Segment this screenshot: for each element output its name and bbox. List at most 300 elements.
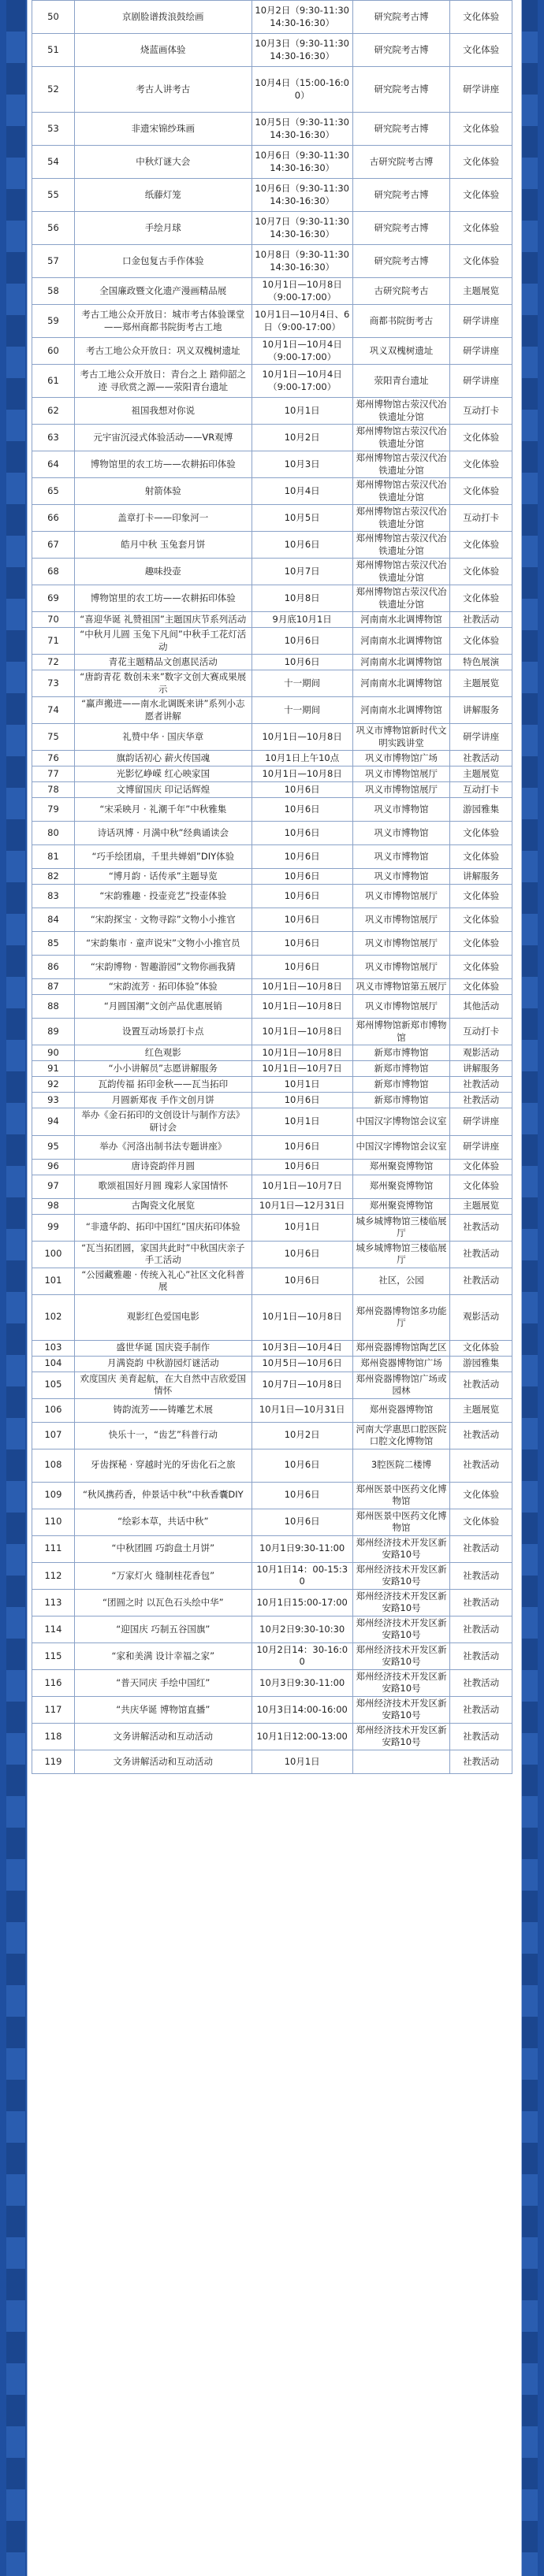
activity-venue: 河南南水北调博物馆	[352, 612, 450, 628]
activity-type: 讲解服务	[450, 697, 512, 724]
activity-type: 讲解服务	[450, 869, 512, 885]
activity-venue: 郑州博物馆古荥汉代冶铁遗址分馆	[352, 585, 450, 612]
table-row	[32, 979, 512, 995]
activity-time: 10月2日9:30-10:30	[252, 1616, 352, 1642]
activity-name: 祖国我想对你说	[74, 398, 252, 425]
activity-name: 皓月中秋 玉兔套月饼	[74, 532, 252, 559]
activity-venue: 巩义市博物馆展厅	[352, 782, 450, 798]
table-row	[32, 697, 512, 724]
row-number: 116	[32, 1669, 75, 1696]
activity-type: 文化体验	[450, 1, 512, 34]
activity-time: 10月3日	[252, 451, 352, 478]
activity-venue: 巩义双槐树遗址	[352, 338, 450, 365]
activity-name: 快乐十一，“齿艺”科普行动	[74, 1422, 252, 1449]
activity-time: 10月7日	[252, 559, 352, 585]
row-number: 55	[32, 179, 75, 212]
activity-time: 10月1日12:00-13:00	[252, 1723, 352, 1750]
activity-venue: 郑州博物馆古荥汉代冶铁遗址分馆	[352, 559, 450, 585]
table-row	[32, 1356, 512, 1372]
activity-name: 铸韵流芳——铸雕艺术展	[74, 1398, 252, 1422]
activity-type: 文化体验	[450, 245, 512, 278]
row-number: 105	[32, 1372, 75, 1398]
activity-name: 烧蓝画体验	[74, 34, 252, 67]
activity-name: 考古人讲考古	[74, 67, 252, 113]
activity-type: 研学讲座	[450, 305, 512, 338]
table-row	[32, 365, 512, 398]
activity-type: 社教活动	[450, 612, 512, 628]
table-row	[32, 1093, 512, 1108]
activity-name: 手绘月球	[74, 212, 252, 245]
activity-venue: 研究院考古博	[352, 245, 450, 278]
activity-name: 博物馆里的农工坊——农耕拓印体验	[74, 451, 252, 478]
table-row	[32, 1241, 512, 1268]
activity-type: 文化体验	[450, 1509, 512, 1535]
activity-type: 文化体验	[450, 478, 512, 505]
activity-type: 社教活动	[450, 1669, 512, 1696]
activity-venue: 郑州博物馆古荥汉代冶铁遗址分馆	[352, 478, 450, 505]
row-number: 95	[32, 1135, 75, 1159]
activity-type: 社教活动	[450, 1093, 512, 1108]
activity-venue: 巩义市博物馆展厅	[352, 995, 450, 1019]
activity-type: 文化体验	[450, 1340, 512, 1356]
activity-venue: 郑州博物馆新郑市博物馆	[352, 1019, 450, 1045]
activity-type: 文化体验	[450, 146, 512, 179]
activity-time: 10月1日—10月4日（9:00-17:00）	[252, 365, 352, 398]
table-row	[32, 179, 512, 212]
activity-type: 文化体验	[450, 1175, 512, 1198]
activity-time: 10月1日	[252, 1108, 352, 1135]
row-number: 61	[32, 365, 75, 398]
row-number: 92	[32, 1077, 75, 1093]
row-number: 70	[32, 612, 75, 628]
activity-time: 十一期间	[252, 670, 352, 697]
activity-venue: 河南南水北调博物馆	[352, 628, 450, 655]
activity-name: “团圆之时 以瓦色石头绘中华”	[74, 1589, 252, 1616]
activity-type: 游园雅集	[450, 1356, 512, 1372]
row-number: 112	[32, 1562, 75, 1589]
activity-type: 社教活动	[450, 751, 512, 766]
activity-venue: 研究院考古博	[352, 67, 450, 113]
row-number: 50	[32, 1, 75, 34]
activity-time: 10月6日	[252, 1482, 352, 1509]
activity-type: 互动打卡	[450, 782, 512, 798]
activity-type: 文化体验	[450, 1159, 512, 1175]
row-number: 107	[32, 1422, 75, 1449]
table-row	[32, 908, 512, 932]
activity-time: 10月1日—10月8日	[252, 1019, 352, 1045]
activity-venue: 郑州经济技术开发区新安路10号	[352, 1535, 450, 1562]
activity-time: 10月6日	[252, 1241, 352, 1268]
activity-venue: 巩义市博物馆	[352, 869, 450, 885]
activity-type: 社教活动	[450, 1723, 512, 1750]
activity-time: 10月6日	[252, 532, 352, 559]
table-row	[32, 628, 512, 655]
activity-name: 举办《河洛出制书法专题讲座》	[74, 1135, 252, 1159]
activity-venue: 郑州经济技术开发区新安路10号	[352, 1642, 450, 1669]
activity-name: 京剧脸谱拨浪鼓绘画	[74, 1, 252, 34]
activity-type: 文化体验	[450, 113, 512, 146]
activity-name: 诗话巩博 · 月满中秋”经典诵读会	[74, 822, 252, 845]
table-row	[32, 278, 512, 305]
row-number: 115	[32, 1642, 75, 1669]
activity-time: 10月6日	[252, 908, 352, 932]
activity-time: 10月3日9:30-11:00	[252, 1669, 352, 1696]
activity-name: “喜迎华诞 礼赞祖国”主题国庆节系列活动	[74, 612, 252, 628]
activity-name: 欢度国庆 美育起航，在大自然中吉欣爱国情怀	[74, 1372, 252, 1398]
activity-time: 10月2日14：30-16:00	[252, 1642, 352, 1669]
activity-venue: 社区，公园	[352, 1268, 450, 1294]
activity-venue: 郑州瓷器博物馆陶艺区	[352, 1340, 450, 1356]
table-row	[32, 1108, 512, 1135]
activity-venue: 巩义市博物馆展厅	[352, 766, 450, 782]
table-row	[32, 245, 512, 278]
activity-type: 文化体验	[450, 845, 512, 869]
activity-name: 考古工地公众开放日：巩义双槐树遗址	[74, 338, 252, 365]
row-number: 109	[32, 1482, 75, 1509]
row-number: 68	[32, 559, 75, 585]
activity-time: 10月5日—10月6日	[252, 1356, 352, 1372]
activity-name: “唐韵青花 数创未来”数字文创大赛成果展示	[74, 670, 252, 697]
row-number: 51	[32, 34, 75, 67]
table-row	[32, 1509, 512, 1535]
activity-name: 口金包复古手作体验	[74, 245, 252, 278]
table-row	[32, 146, 512, 179]
row-number: 118	[32, 1723, 75, 1750]
activity-type: 研学讲座	[450, 338, 512, 365]
activity-venue: 郑州博物馆古荥汉代冶铁遗址分馆	[352, 451, 450, 478]
table-row	[32, 1398, 512, 1422]
activity-type: 社教活动	[450, 1214, 512, 1241]
activity-venue: 郑州瓷器博物馆	[352, 1398, 450, 1422]
activity-venue: 郑州聚瓷博物馆	[352, 1159, 450, 1175]
activity-type: 文化体验	[450, 559, 512, 585]
activity-name: “绘彩本草，共话中秋”	[74, 1509, 252, 1535]
activity-time: 10月1日—10月8日	[252, 766, 352, 782]
activity-name: 月满瓷韵 中秋游园灯谜活动	[74, 1356, 252, 1372]
activity-time: 10月6日（9:30-11:30 14:30-16:30）	[252, 146, 352, 179]
table-row	[32, 798, 512, 822]
activity-type: 研学讲座	[450, 724, 512, 751]
activity-time: 10月6日（9:30-11:30 14:30-16:30）	[252, 179, 352, 212]
row-number: 113	[32, 1589, 75, 1616]
activity-venue: 郑州聚瓷博物馆	[352, 1198, 450, 1214]
row-number: 53	[32, 113, 75, 146]
activity-venue: 研究院考古博	[352, 179, 450, 212]
activity-name: “博月韵 · 话传承”主题导览	[74, 869, 252, 885]
row-number: 85	[32, 932, 75, 956]
activity-venue: 河南南水北调博物馆	[352, 697, 450, 724]
activity-name: 瓦韵传福 拓印金秋——瓦当拓印	[74, 1077, 252, 1093]
activity-name: 射箭体验	[74, 478, 252, 505]
activity-name: 全国廉政暨文化遗产漫画精品展	[74, 278, 252, 305]
activity-name: 非遗宋锦纱珠画	[74, 113, 252, 146]
activity-time: 10月1日	[252, 398, 352, 425]
table-row	[32, 1696, 512, 1723]
table-row	[32, 1669, 512, 1696]
row-number: 67	[32, 532, 75, 559]
activity-type: 主题展览	[450, 1198, 512, 1214]
activity-name: “小小讲解员”志愿讲解服务	[74, 1061, 252, 1077]
table-row	[32, 532, 512, 559]
activity-venue: 郑州瓷器博物馆多功能厅	[352, 1294, 450, 1340]
activity-name: “月圆国潮”文创产品优惠展销	[74, 995, 252, 1019]
activity-venue: 郑州经济技术开发区新安路10号	[352, 1669, 450, 1696]
activity-venue: 3腔医院二楼博	[352, 1449, 450, 1482]
activity-venue: 研究院考古博	[352, 113, 450, 146]
activity-time: 10月3日14:00-16:00	[252, 1696, 352, 1723]
activity-type: 文化体验	[450, 585, 512, 612]
activity-time: 10月8日	[252, 585, 352, 612]
activity-name: “宋采映月 · 礼潮千年”中秋雅集	[74, 798, 252, 822]
row-number: 119	[32, 1750, 75, 1773]
activity-name: 纸藤灯笼	[74, 179, 252, 212]
activity-time: 10月5日（9:30-11:30 14:30-16:30）	[252, 113, 352, 146]
row-number: 117	[32, 1696, 75, 1723]
activity-time: 10月1日—10月8日	[252, 995, 352, 1019]
activity-type: 研学讲座	[450, 67, 512, 113]
activity-venue: 郑州医景中医药文化博物馆	[352, 1482, 450, 1509]
activity-venue: 巩义市博物馆	[352, 822, 450, 845]
schedule-table-body	[32, 1, 512, 1774]
activity-venue: 新郑市博物馆	[352, 1093, 450, 1108]
activity-type: 主题展览	[450, 670, 512, 697]
activity-type: 社教活动	[450, 1750, 512, 1773]
activity-name: 趣味投壶	[74, 559, 252, 585]
row-number: 87	[32, 979, 75, 995]
activity-time: 9月底10月1日	[252, 612, 352, 628]
table-row	[32, 612, 512, 628]
table-row	[32, 1019, 512, 1045]
activity-type: 文化体验	[450, 885, 512, 908]
activity-venue: 城乡城博物馆三楼临展厅	[352, 1241, 450, 1268]
activity-name: “迎国庆 巧制五谷国旗”	[74, 1616, 252, 1642]
activity-name: “普天同庆 手绘中国红”	[74, 1669, 252, 1696]
activity-time: 10月8日（9:30-11:30 14:30-16:30）	[252, 245, 352, 278]
activity-venue: 研究院考古博	[352, 34, 450, 67]
table-row	[32, 1294, 512, 1340]
activity-venue: 河南南水北调博物馆	[352, 655, 450, 670]
table-row	[32, 1268, 512, 1294]
activity-venue: 郑州瓷器博物馆广场	[352, 1356, 450, 1372]
row-number: 59	[32, 305, 75, 338]
row-number: 102	[32, 1294, 75, 1340]
activity-type: 社教活动	[450, 1535, 512, 1562]
activity-type: 文化体验	[450, 628, 512, 655]
activity-venue: 郑州经济技术开发区新安路10号	[352, 1696, 450, 1723]
activity-venue: 巩义市博物馆	[352, 845, 450, 869]
activity-type: 研学讲座	[450, 365, 512, 398]
row-number: 66	[32, 505, 75, 532]
activity-type: 文化体验	[450, 425, 512, 451]
row-number: 73	[32, 670, 75, 697]
activity-time: 10月6日	[252, 956, 352, 979]
activity-name: 举办《金石拓印的文创设计与制作方法》研讨会	[74, 1108, 252, 1135]
table-row	[32, 1750, 512, 1773]
activity-venue: 巩义市博物馆新时代文明实践讲堂	[352, 724, 450, 751]
activity-time: 10月6日	[252, 1159, 352, 1175]
activity-time: 10月6日	[252, 1509, 352, 1535]
row-number: 86	[32, 956, 75, 979]
activity-name: “巧手绘团扇，千里共婵娟”DIY体验	[74, 845, 252, 869]
activity-name: 红色观影	[74, 1045, 252, 1061]
table-row	[32, 451, 512, 478]
activity-type: 社教活动	[450, 1422, 512, 1449]
activity-type: 观影活动	[450, 1045, 512, 1061]
activity-time: 10月6日	[252, 932, 352, 956]
table-row	[32, 585, 512, 612]
activity-name: “万家灯火 缝制桂花香包”	[74, 1562, 252, 1589]
activity-type: 文化体验	[450, 34, 512, 67]
activity-name: 光影忆峥嵘 红心映家国	[74, 766, 252, 782]
activity-time: 10月1日—10月8日	[252, 1045, 352, 1061]
activity-time: 10月1日	[252, 1077, 352, 1093]
activity-type: 社教活动	[450, 1077, 512, 1093]
table-row	[32, 425, 512, 451]
activity-time: 10月3日（9:30-11:30 14:30-16:30）	[252, 34, 352, 67]
table-row	[32, 1535, 512, 1562]
activity-venue: 研究院考古博	[352, 1, 450, 34]
table-row	[32, 1340, 512, 1356]
activity-time: 10月3日—10月4日	[252, 1340, 352, 1356]
activity-venue: 郑州瓷器博物馆广场或园林	[352, 1372, 450, 1398]
activity-time: 10月6日	[252, 822, 352, 845]
activity-time: 10月1日—10月8日（9:00-17:00）	[252, 278, 352, 305]
activity-time: 10月4日	[252, 478, 352, 505]
activity-venue: 郑州博物馆古荥汉代冶铁遗址分馆	[352, 425, 450, 451]
row-number: 52	[32, 67, 75, 113]
table-row	[32, 1482, 512, 1509]
activity-type: 文化体验	[450, 822, 512, 845]
activity-type: 讲解服务	[450, 1061, 512, 1077]
row-number: 98	[32, 1198, 75, 1214]
activity-name: 唐诗瓷韵伴月圆	[74, 1159, 252, 1175]
activity-time: 10月1日上午10点	[252, 751, 352, 766]
table-row	[32, 398, 512, 425]
table-row	[32, 1214, 512, 1241]
activity-type: 研学讲座	[450, 1108, 512, 1135]
row-number: 65	[32, 478, 75, 505]
activity-time: 10月1日	[252, 1214, 352, 1241]
row-number: 80	[32, 822, 75, 845]
activity-venue: 巩义市博物馆	[352, 798, 450, 822]
table-row	[32, 782, 512, 798]
table-row	[32, 1723, 512, 1750]
activity-venue: 郑州经济技术开发区新安路10号	[352, 1589, 450, 1616]
activity-venue: 巩义市博物馆第五展厅	[352, 979, 450, 995]
row-number: 100	[32, 1241, 75, 1268]
row-number: 72	[32, 655, 75, 670]
activity-type: 研学讲座	[450, 1135, 512, 1159]
activity-time: 10月6日	[252, 1135, 352, 1159]
row-number: 78	[32, 782, 75, 798]
activity-type: 文化体验	[450, 179, 512, 212]
row-number: 64	[32, 451, 75, 478]
activity-time: 10月4日（15:00-16:00）	[252, 67, 352, 113]
activity-time: 10月6日	[252, 655, 352, 670]
activity-type: 文化体验	[450, 451, 512, 478]
activity-name: 牙齿探秘 · 穿越时光的牙齿化石之旅	[74, 1449, 252, 1482]
activity-name: 考古工地公众开放日：城市考古体验课堂——郑州商都书院街考古工地	[74, 305, 252, 338]
activity-venue: 中国汉字博物馆会议室	[352, 1135, 450, 1159]
activity-venue: 郑州博物馆古荥汉代冶铁遗址分馆	[352, 505, 450, 532]
activity-venue: 郑州博物馆古荥汉代冶铁遗址分馆	[352, 532, 450, 559]
activity-name: “中秋团圆 巧韵盘土月饼”	[74, 1535, 252, 1562]
activity-name: “赢声搬进——南水北调既来讲”系列小志愿者讲解	[74, 697, 252, 724]
activity-type: 特色展演	[450, 655, 512, 670]
row-number: 97	[32, 1175, 75, 1198]
row-number: 71	[32, 628, 75, 655]
activity-name: 设置互动场景打卡点	[74, 1019, 252, 1045]
table-row	[32, 1449, 512, 1482]
activity-name: 礼赞中华 · 国庆华章	[74, 724, 252, 751]
activity-time: 10月5日	[252, 505, 352, 532]
activity-time: 10月2日	[252, 1422, 352, 1449]
row-number: 83	[32, 885, 75, 908]
activity-type: 社教活动	[450, 1696, 512, 1723]
activity-name: “宋韵雅趣 · 投壶竞艺”投壶体验	[74, 885, 252, 908]
row-number: 84	[32, 908, 75, 932]
table-row	[32, 670, 512, 697]
table-row	[32, 1642, 512, 1669]
activity-name: “宋韵博物 · 智趣游园”文物你画我猜	[74, 956, 252, 979]
activity-time: 10月2日（9:30-11:30 14:30-16:30）	[252, 1, 352, 34]
activity-name: “中秋月儿圆 玉兔下凡间”中秋手工花灯活动	[74, 628, 252, 655]
row-number: 91	[32, 1061, 75, 1077]
activity-time: 10月1日15:00-17:00	[252, 1589, 352, 1616]
row-number: 94	[32, 1108, 75, 1135]
table-row	[32, 1616, 512, 1642]
activity-time: 10月1日—10月8日	[252, 1294, 352, 1340]
activity-venue: 郑州经济技术开发区新安路10号	[352, 1723, 450, 1750]
activity-venue: 巩义市博物馆展厅	[352, 908, 450, 932]
activity-name: “非遗华韵、拓印中国红”国庆拓印体验	[74, 1214, 252, 1241]
table-row	[32, 1562, 512, 1589]
row-number: 108	[32, 1449, 75, 1482]
row-number: 103	[32, 1340, 75, 1356]
activity-name: 盖章打卡——印象河一	[74, 505, 252, 532]
activity-venue: 郑州经济技术开发区新安路10号	[352, 1562, 450, 1589]
activity-time: 十一期间	[252, 697, 352, 724]
table-row	[32, 822, 512, 845]
table-row	[32, 1061, 512, 1077]
activity-venue: 巩义市博物馆展厅	[352, 932, 450, 956]
activity-time: 10月1日—10月7日	[252, 1061, 352, 1077]
activity-name: 文博留国庆 印记话辉煌	[74, 782, 252, 798]
activity-venue: 河南大学惠思口腔医院口腔文化博物馆	[352, 1422, 450, 1449]
activity-name: 文务讲解活动和互动活动	[74, 1750, 252, 1773]
activity-time: 10月6日	[252, 628, 352, 655]
activity-type: 文化体验	[450, 212, 512, 245]
table-row	[32, 1, 512, 34]
activity-name: 元宇宙沉浸式体验活动——VR观博	[74, 425, 252, 451]
activity-venue: 商都书院街考古	[352, 305, 450, 338]
table-row	[32, 766, 512, 782]
activity-venue: 郑州聚瓷博物馆	[352, 1175, 450, 1198]
activity-type: 观影活动	[450, 1294, 512, 1340]
table-row	[32, 956, 512, 979]
table-row	[32, 1589, 512, 1616]
activity-type: 社教活动	[450, 1449, 512, 1482]
table-row	[32, 751, 512, 766]
activity-time: 10月6日	[252, 869, 352, 885]
activity-name: 文务讲解活动和互动活动	[74, 1723, 252, 1750]
activity-venue	[352, 1750, 450, 1773]
activity-time: 10月7日（9:30-11:30 14:30-16:30）	[252, 212, 352, 245]
activity-time: 10月6日	[252, 1093, 352, 1108]
table-row	[32, 1135, 512, 1159]
row-number: 101	[32, 1268, 75, 1294]
activity-venue: 荥阳青台遗址	[352, 365, 450, 398]
